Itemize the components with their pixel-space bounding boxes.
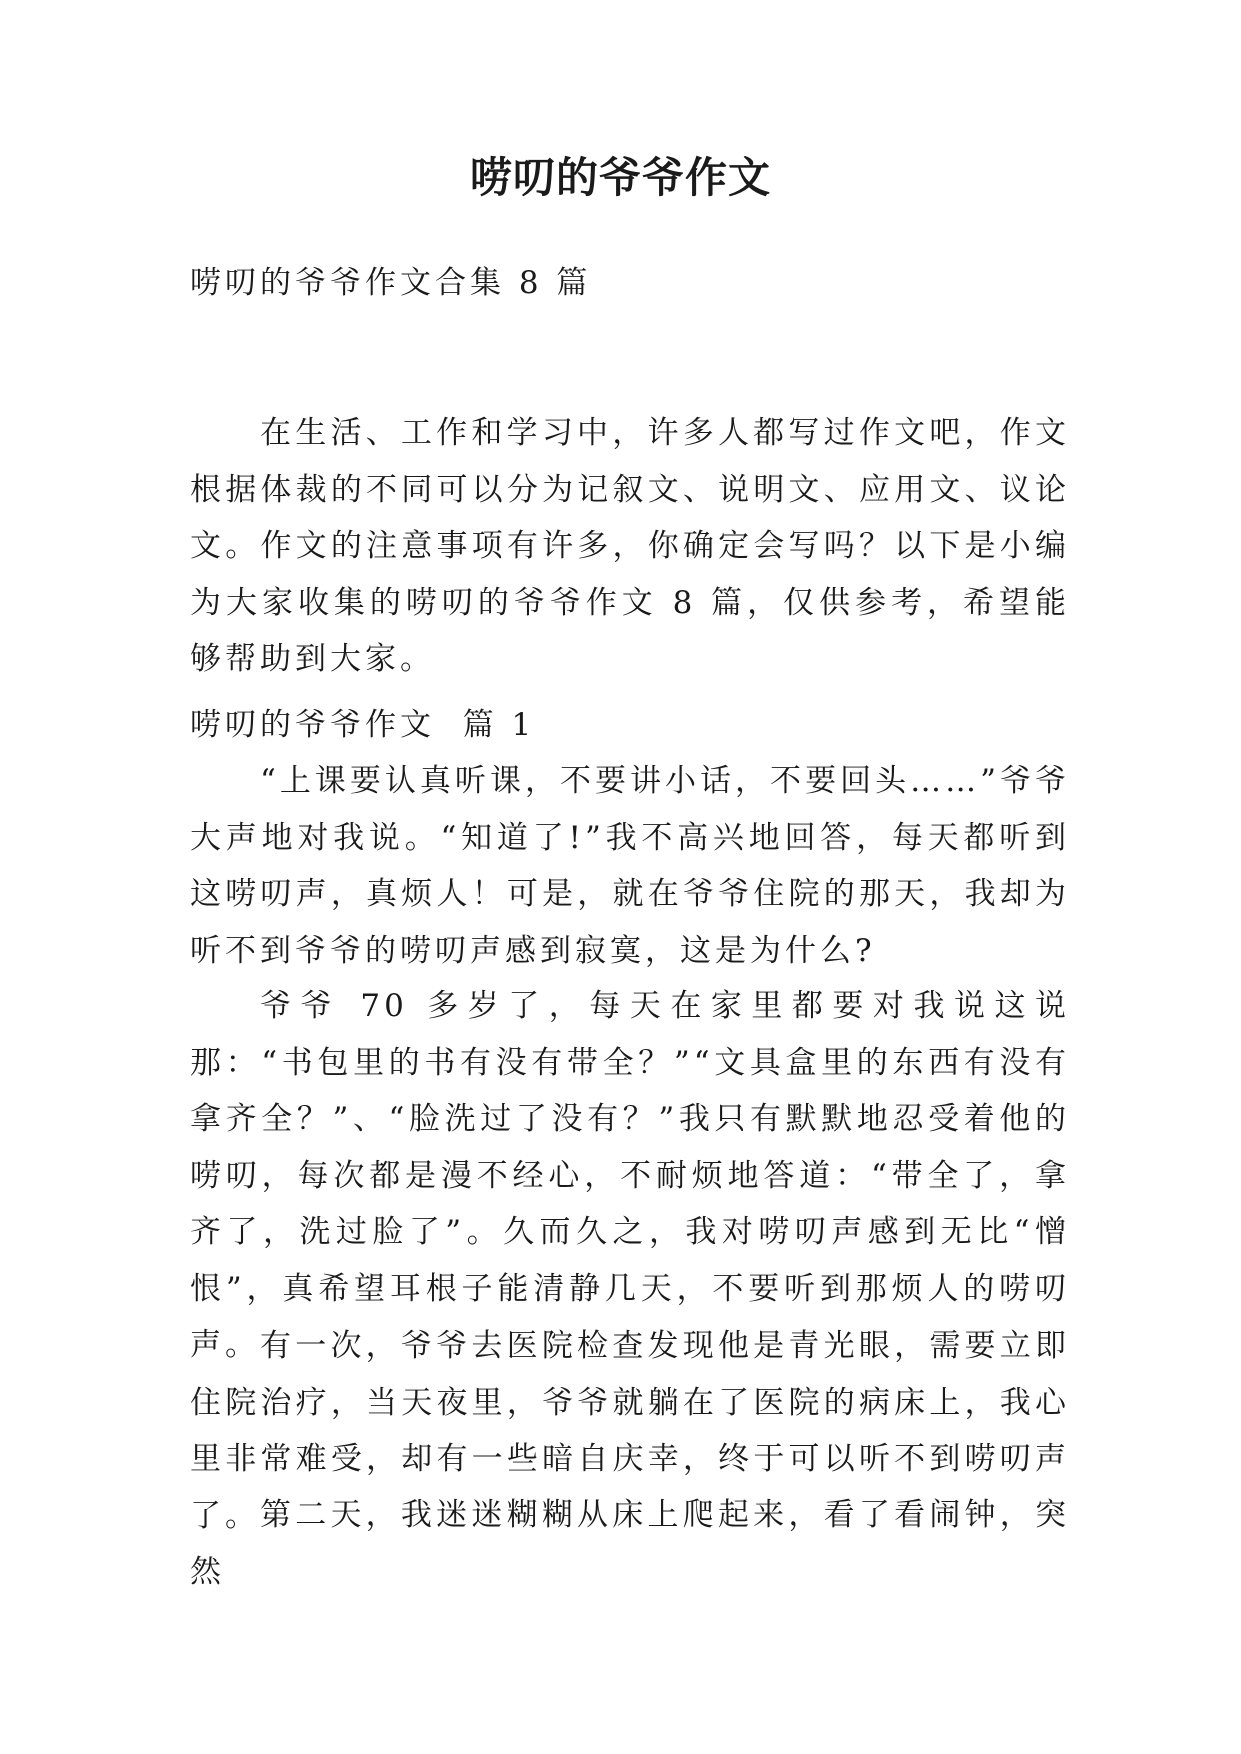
document-subtitle: 唠叨的爷爷作文合集 8 篇 (190, 265, 592, 301)
section-heading: 唠叨的爷爷作文 篇 1 (190, 707, 536, 743)
body-paragraph-4: 第二天，我迷迷糊糊从床上爬起来，看了看闹钟，突然 (190, 1497, 1070, 1590)
document-title: 唠叨的爷爷作文 (469, 153, 771, 202)
body-paragraph-1: “上课要认真听课，不要讲小话，不要回头……”爷爷大声地对我说。“知道了!”我不高兴地回答，每天都听到这唠叨声，真烦人！可是，就在爷爷住院的那天，我却为听不到爷爷的唠叨声感到寂寞，这是为什么? (190, 763, 1070, 969)
intro-paragraph: 在生活、工作和学习中，许多人都写过作文吧，作文根据体裁的不同可以分为记叙文、说明文、应用文、议论文。作文的注意事项有许多，你确定会写吗？以下是小编为大家收集的唠叨的爷爷作文 8 篇，仅供参考，希望能够帮助到大家。 (190, 415, 1070, 677)
body-paragraph-2: 爷爷 70 多岁了，每天在家里都要对我说这说那：“书包里的书有没有带全？”“文具盒里的东西有没有拿齐全？”、“脸洗过了没有？”我只有默默地忍受着他的唠叨，每次都是漫不经心，不耐烦地答道：“带全了，拿齐了，洗过脸了”。久而久之，我对唠叨声感到无比“憎恨”，真希望耳根子能清静几天，不要听到那烦人的唠叨声。 (190, 988, 1070, 1363)
body-paragraph-3: 有一次，爷爷去医院检查发现他是青光眼，需要立即住院治疗，当天夜里，爷爷就躺在了医院的病床上，我心里非常难受，却有一些暗自庆幸，终于可以听不到唠叨声了。 (190, 1328, 1070, 1534)
